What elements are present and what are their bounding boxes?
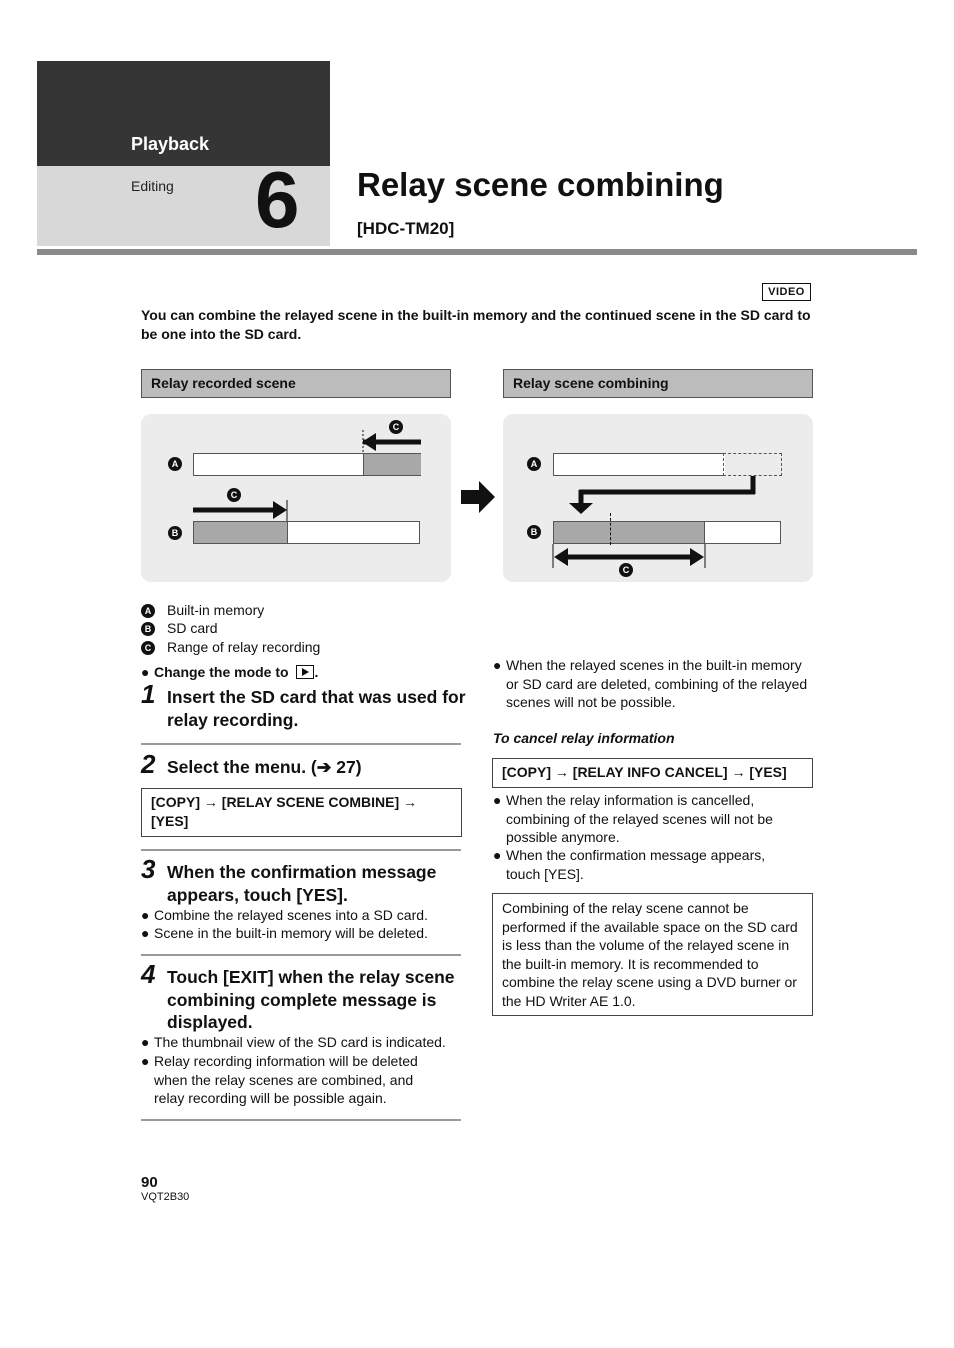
- model-label: [HDC-TM20]: [357, 219, 455, 238]
- combined-segment: [554, 522, 705, 543]
- bullet: ●: [493, 792, 502, 808]
- header-rule: [37, 249, 917, 255]
- mode-note-end: .: [314, 664, 319, 680]
- step-2-text: Select the menu. (➔ 27): [167, 757, 362, 777]
- subsection-label: Editing: [131, 178, 174, 194]
- diagram-left-caption: Relay recorded scene: [141, 369, 451, 398]
- marker-c: C: [227, 488, 241, 502]
- bullet: ●: [493, 657, 502, 673]
- join-marker: [610, 513, 611, 545]
- page-number: 90: [141, 1174, 158, 1191]
- divider: [141, 743, 461, 745]
- bullet-text: When the relay information is cancelled, combining of the relayed scenes will not be possible anymore.: [506, 792, 773, 845]
- builtin-memory-bar: [553, 453, 725, 476]
- combine-path-arrow-icon: [563, 476, 763, 516]
- legend-text: Built-in memory: [167, 602, 265, 618]
- marker-b: B: [168, 526, 182, 540]
- marker-a: A: [168, 457, 182, 471]
- divider: [141, 1119, 461, 1121]
- document-code: VQT2B30: [141, 1191, 190, 1203]
- divider: [141, 849, 461, 851]
- marker-b: B: [141, 622, 155, 636]
- video-mode-badge: VIDEO: [762, 283, 811, 301]
- chapter-number: 6: [255, 155, 300, 244]
- right-arrow-icon: [191, 498, 291, 522]
- bullet-text: The thumbnail view of the SD card is indicated.: [154, 1034, 446, 1050]
- combine-arrow-icon: [461, 481, 497, 513]
- marker-b: B: [527, 525, 541, 539]
- menu-path-combine: [COPY] → [RELAY SCENE COMBINE] → [YES]: [141, 788, 462, 837]
- bullet: ●: [141, 1034, 150, 1050]
- bullet: ●: [141, 1053, 150, 1069]
- divider: [141, 954, 461, 956]
- left-arrow-icon: [356, 430, 426, 454]
- section-label: Playback: [131, 134, 210, 154]
- builtin-relay-segment: [363, 454, 421, 475]
- step-3-number: 3: [141, 854, 156, 884]
- bullet-text: Relay recording information will be deleted when the relay scenes are combined, and relay recording will be possible again.: [154, 1053, 418, 1106]
- bullet: ●: [141, 925, 150, 941]
- bullet: ●: [493, 847, 502, 863]
- playback-mode-icon: [296, 665, 314, 679]
- legend-text: Range of relay recording: [167, 639, 321, 655]
- legend-text: SD card: [167, 620, 218, 636]
- marker-a: A: [141, 604, 155, 618]
- step-1-text: Insert the SD card that was used for relay recording.: [167, 687, 466, 730]
- step-3-text: When the confirmation message appears, touch [YES].: [167, 862, 437, 905]
- bullet-text: Combine the relayed scenes into a SD card.: [154, 907, 428, 923]
- note-box: Combining of the relay scene cannot be performed if the available space on the SD card is less than the volume of the relayed scene in the built-in memory. It is recommended to combine the relay scene using a DVD burner or the HD Writer AE 1.0.: [492, 893, 813, 1016]
- marker-c: C: [389, 420, 403, 434]
- moved-segment-outline: [723, 453, 782, 476]
- marker-a: A: [527, 457, 541, 471]
- cancel-heading: To cancel relay information: [493, 730, 675, 746]
- intro-text: You can combine the relayed scene in the built-in memory and the continued scene in the SD card to be one into the SD card.: [141, 307, 811, 342]
- bullet-text: Scene in the built-in memory will be deleted.: [154, 925, 428, 941]
- step-1-number: 1: [141, 679, 156, 709]
- page-title: Relay scene combining: [357, 166, 724, 203]
- step-2-number: 2: [141, 749, 156, 779]
- bullet-text: When the confirmation message appears, touch [YES].: [506, 847, 766, 882]
- bullet-text: When the relayed scenes in the built-in memory or SD card are deleted, combining of the relayed scenes will not be possible.: [506, 657, 808, 710]
- menu-path-cancel: [COPY] → [RELAY INFO CANCEL] → [YES]: [492, 758, 813, 788]
- bullet: ●: [141, 664, 150, 680]
- diagram-right-panel: [503, 414, 813, 582]
- diagram-right-caption: Relay scene combining: [503, 369, 813, 398]
- marker-c: C: [619, 563, 633, 577]
- step-4-text: Touch [EXIT] when the relay scene combining complete message is displayed.: [167, 967, 455, 1032]
- mode-note-text: Change the mode to: [154, 664, 289, 680]
- step-4-number: 4: [141, 959, 156, 989]
- marker-c: C: [141, 641, 155, 655]
- bullet: ●: [141, 907, 150, 923]
- sd-relay-segment: [194, 522, 288, 543]
- diagram-left-panel: [141, 414, 451, 582]
